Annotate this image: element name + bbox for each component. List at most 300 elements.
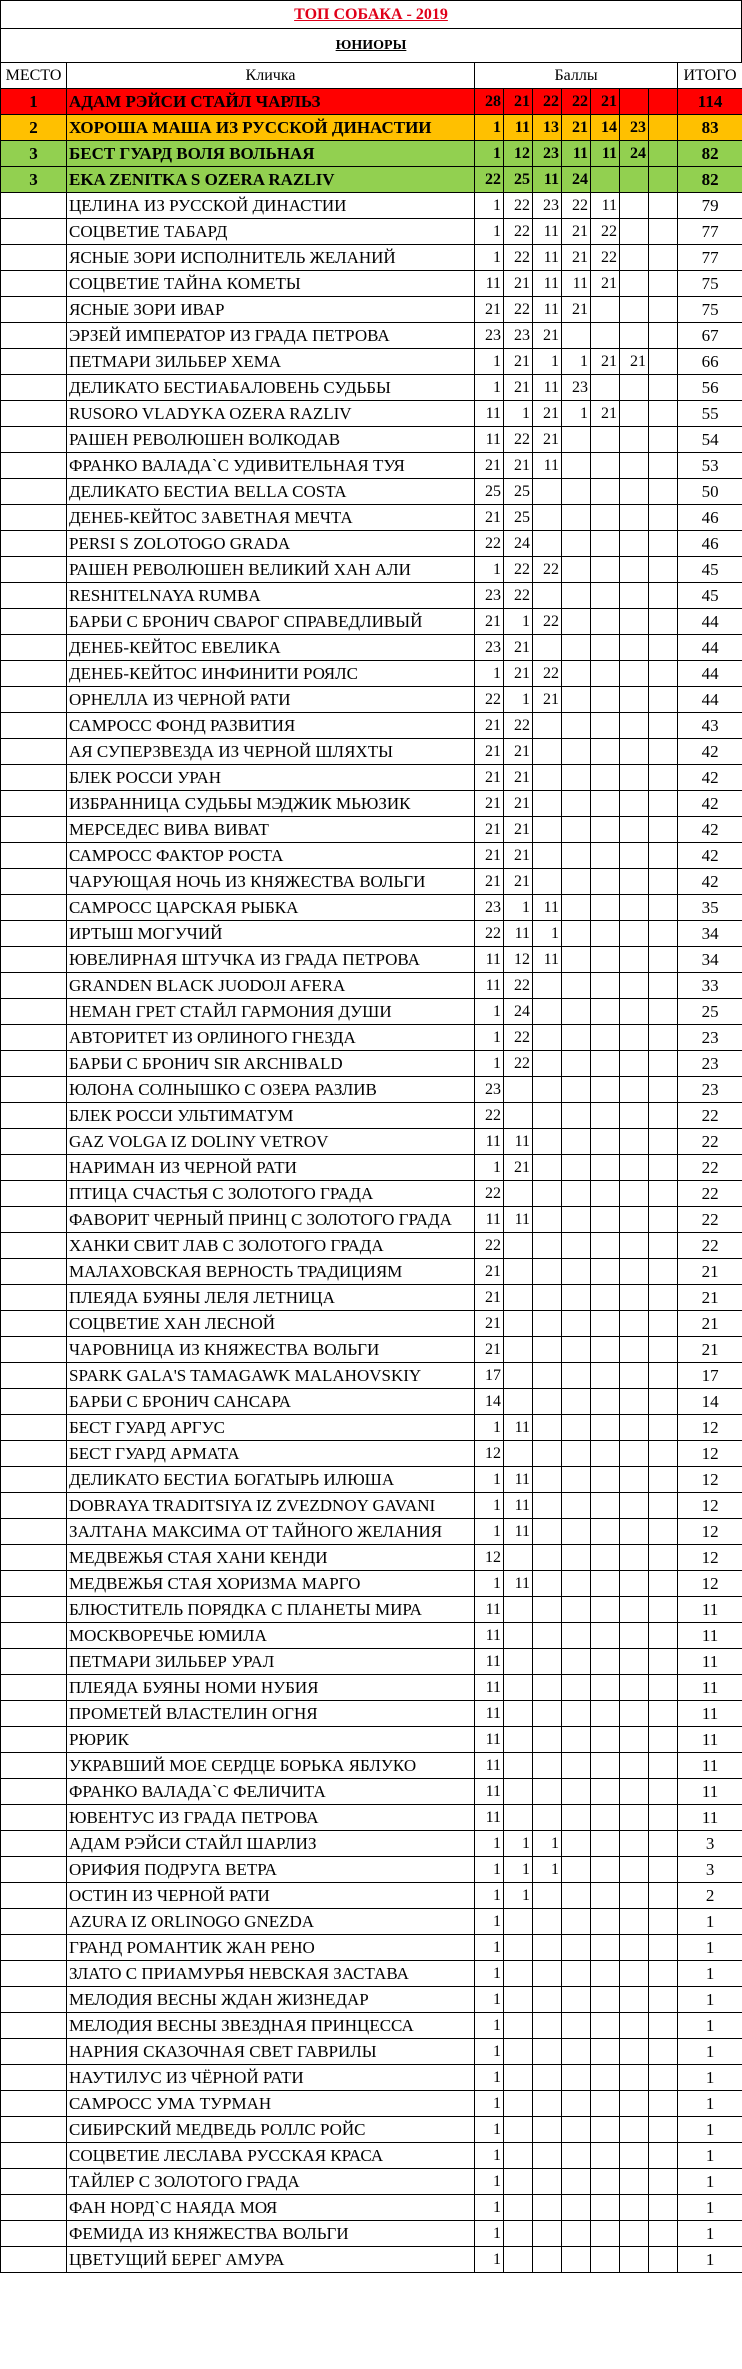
table-row	[1, 401, 742, 427]
score-cell	[591, 609, 620, 635]
total-cell: 11	[678, 1649, 742, 1675]
score-cell	[562, 2065, 591, 2091]
total-cell: 22	[678, 1155, 742, 1181]
table-row	[1, 1857, 742, 1883]
table-row	[1, 2221, 742, 2247]
score-cell: 22	[504, 1051, 533, 1077]
table-row	[1, 1051, 742, 1077]
total-cell: 1	[678, 1987, 742, 2013]
score-cell: 1	[475, 1493, 504, 1519]
score-cell: 21	[475, 869, 504, 895]
score-cell	[562, 1259, 591, 1285]
score-cell	[533, 2039, 562, 2065]
score-cell: 1	[475, 557, 504, 583]
score-cell: 21	[533, 323, 562, 349]
name-cell: НЕМАН ГРЕТ СТАЙЛ ГАРМОНИЯ ДУШИ	[67, 999, 475, 1025]
place-cell	[1, 245, 67, 271]
score-cell: 22	[562, 89, 591, 115]
table-row	[1, 817, 742, 843]
score-cell	[533, 1779, 562, 1805]
name-cell: GAZ VOLGA IZ DOLINY VETROV	[67, 1129, 475, 1155]
score-cell	[591, 1181, 620, 1207]
score-cell	[504, 2169, 533, 2195]
score-cell	[533, 2013, 562, 2039]
table-row	[1, 1103, 742, 1129]
table-row	[1, 505, 742, 531]
score-cell	[533, 531, 562, 557]
score-cell	[591, 1935, 620, 1961]
score-cell	[649, 713, 678, 739]
total-cell: 23	[678, 1051, 742, 1077]
score-cell: 12	[475, 1441, 504, 1467]
score-cell	[620, 2195, 649, 2221]
score-cell	[533, 2143, 562, 2169]
score-cell	[562, 323, 591, 349]
score-cell: 1	[504, 609, 533, 635]
place-cell	[1, 1961, 67, 1987]
table-row	[1, 2039, 742, 2065]
score-cell	[649, 1961, 678, 1987]
score-cell	[649, 687, 678, 713]
score-cell	[620, 1961, 649, 1987]
total-cell: 33	[678, 973, 742, 999]
total-cell: 14	[678, 1389, 742, 1415]
score-cell	[620, 1233, 649, 1259]
total-cell: 21	[678, 1259, 742, 1285]
score-cell: 22	[504, 193, 533, 219]
place-cell	[1, 2039, 67, 2065]
table-row	[1, 1571, 742, 1597]
place-cell	[1, 947, 67, 973]
score-cell	[591, 2039, 620, 2065]
name-cell: PERSI S ZOLOTOGO GRADA	[67, 531, 475, 557]
score-cell	[620, 1363, 649, 1389]
score-cell	[620, 2039, 649, 2065]
score-cell	[533, 1051, 562, 1077]
score-cell	[620, 453, 649, 479]
score-cell	[591, 1285, 620, 1311]
score-cell	[591, 2169, 620, 2195]
table-row	[1, 115, 742, 141]
score-cell	[562, 557, 591, 583]
table-row	[1, 531, 742, 557]
table-row	[1, 1233, 742, 1259]
score-cell	[620, 687, 649, 713]
score-cell	[649, 89, 678, 115]
total-cell: 12	[678, 1415, 742, 1441]
score-cell	[620, 973, 649, 999]
table-row	[1, 2169, 742, 2195]
score-cell	[504, 1311, 533, 1337]
place-cell: 2	[1, 115, 67, 141]
score-cell: 1	[475, 115, 504, 141]
name-cell: GRANDEN BLACK JUODOJI AFERA	[67, 973, 475, 999]
score-cell	[533, 2247, 562, 2273]
score-cell: 21	[475, 1285, 504, 1311]
place-cell	[1, 453, 67, 479]
score-cell	[591, 1883, 620, 1909]
score-cell: 21	[504, 765, 533, 791]
place-cell	[1, 505, 67, 531]
score-cell	[649, 1285, 678, 1311]
score-cell: 1	[475, 1415, 504, 1441]
place-cell	[1, 1207, 67, 1233]
score-cell: 22	[475, 1233, 504, 1259]
score-cell	[562, 1051, 591, 1077]
score-cell	[504, 1103, 533, 1129]
score-cell	[562, 713, 591, 739]
score-cell	[649, 739, 678, 765]
table-row	[1, 791, 742, 817]
score-cell	[649, 479, 678, 505]
score-cell	[591, 1363, 620, 1389]
score-cell	[533, 1129, 562, 1155]
score-cell	[533, 1077, 562, 1103]
name-cell: МЕЛОДИЯ ВЕСНЫ ЗВЕЗДНАЯ ПРИНЦЕССА	[67, 2013, 475, 2039]
name-cell: ГРАНД РОМАНТИК ЖАН РЕНО	[67, 1935, 475, 1961]
name-cell: АДАМ РЭЙСИ СТАЙЛ ШАРЛИЗ	[67, 1831, 475, 1857]
total-cell: 42	[678, 817, 742, 843]
score-cell: 11	[475, 1675, 504, 1701]
score-cell: 22	[533, 557, 562, 583]
score-cell	[533, 1623, 562, 1649]
score-cell: 21	[504, 349, 533, 375]
score-cell	[620, 1103, 649, 1129]
score-cell	[620, 1285, 649, 1311]
score-cell	[504, 2195, 533, 2221]
score-cell: 1	[475, 1467, 504, 1493]
score-cell	[620, 765, 649, 791]
score-cell: 21	[475, 453, 504, 479]
score-cell	[620, 1337, 649, 1363]
score-cell	[649, 1493, 678, 1519]
table-row	[1, 739, 742, 765]
place-cell: 1	[1, 89, 67, 115]
place-cell	[1, 1285, 67, 1311]
score-cell: 22	[475, 531, 504, 557]
score-cell	[533, 1519, 562, 1545]
table-row	[1, 1935, 742, 1961]
score-cell	[591, 1337, 620, 1363]
name-cell: БЛЕК РОССИ УРАН	[67, 765, 475, 791]
score-cell	[620, 895, 649, 921]
score-cell	[533, 2117, 562, 2143]
name-cell: RESHITELNAYA RUMBA	[67, 583, 475, 609]
score-cell: 23	[475, 635, 504, 661]
total-cell: 11	[678, 1779, 742, 1805]
score-cell: 12	[504, 947, 533, 973]
score-cell	[591, 1155, 620, 1181]
score-cell	[649, 1025, 678, 1051]
place-cell	[1, 1597, 67, 1623]
name-cell: РЮРИК	[67, 1727, 475, 1753]
score-cell: 11	[533, 297, 562, 323]
score-cell: 11	[475, 1805, 504, 1831]
table-row	[1, 869, 742, 895]
score-cell: 11	[533, 947, 562, 973]
score-cell	[504, 2013, 533, 2039]
header-total: ИТОГО	[678, 63, 742, 89]
table-row	[1, 1337, 742, 1363]
score-cell	[504, 1987, 533, 2013]
score-cell: 23	[475, 895, 504, 921]
score-cell: 1	[475, 1935, 504, 1961]
score-cell	[591, 297, 620, 323]
score-cell	[649, 115, 678, 141]
score-cell	[504, 1363, 533, 1389]
table-row	[1, 245, 742, 271]
score-cell	[649, 2195, 678, 2221]
score-cell	[649, 1129, 678, 1155]
score-cell	[649, 947, 678, 973]
total-cell: 22	[678, 1207, 742, 1233]
score-cell	[504, 1181, 533, 1207]
score-cell: 1	[475, 1857, 504, 1883]
score-cell	[562, 1623, 591, 1649]
table-row	[1, 1155, 742, 1181]
score-cell: 11	[475, 401, 504, 427]
score-cell	[649, 323, 678, 349]
score-cell	[591, 1051, 620, 1077]
name-cell: ПРОМЕТЕЙ ВЛАСТЕЛИН ОГНЯ	[67, 1701, 475, 1727]
place-cell	[1, 1259, 67, 1285]
score-cell	[591, 2195, 620, 2221]
name-cell: ЯСНЫЕ ЗОРИ ИВАР	[67, 297, 475, 323]
total-cell: 54	[678, 427, 742, 453]
place-cell	[1, 1675, 67, 1701]
total-cell: 11	[678, 1727, 742, 1753]
score-cell	[562, 1337, 591, 1363]
score-cell	[649, 2117, 678, 2143]
score-cell	[562, 1857, 591, 1883]
name-cell: АВТОРИТЕТ ИЗ ОРЛИНОГО ГНЕЗДА	[67, 1025, 475, 1051]
score-cell	[620, 1597, 649, 1623]
score-cell	[533, 1233, 562, 1259]
score-cell	[591, 1675, 620, 1701]
score-cell	[533, 843, 562, 869]
table-row	[1, 1077, 742, 1103]
score-cell	[620, 427, 649, 453]
table-row	[1, 89, 742, 115]
score-cell: 11	[562, 271, 591, 297]
score-cell	[620, 2091, 649, 2117]
total-cell: 11	[678, 1675, 742, 1701]
score-cell: 1	[562, 401, 591, 427]
score-cell	[562, 1753, 591, 1779]
total-cell: 42	[678, 843, 742, 869]
place-cell	[1, 635, 67, 661]
score-cell	[533, 1987, 562, 2013]
place-cell	[1, 999, 67, 1025]
score-cell	[562, 1233, 591, 1259]
score-cell	[591, 1987, 620, 2013]
table-row	[1, 1441, 742, 1467]
score-cell	[562, 1077, 591, 1103]
score-cell	[591, 479, 620, 505]
score-cell	[620, 739, 649, 765]
score-cell: 11	[475, 1753, 504, 1779]
score-cell	[504, 2247, 533, 2273]
score-cell: 11	[533, 245, 562, 271]
place-cell	[1, 1493, 67, 1519]
score-cell	[620, 1857, 649, 1883]
score-cell	[562, 765, 591, 791]
total-cell: 42	[678, 765, 742, 791]
place-cell	[1, 1051, 67, 1077]
score-cell	[620, 1701, 649, 1727]
score-cell	[562, 583, 591, 609]
score-cell	[591, 1545, 620, 1571]
score-cell	[591, 1779, 620, 1805]
score-cell: 1	[475, 1519, 504, 1545]
score-cell: 11	[533, 271, 562, 297]
score-cell: 21	[504, 453, 533, 479]
score-cell	[649, 1077, 678, 1103]
score-cell: 1	[475, 1051, 504, 1077]
table-row	[1, 2143, 742, 2169]
table-row	[1, 999, 742, 1025]
score-cell: 1	[475, 661, 504, 687]
score-cell	[562, 739, 591, 765]
score-cell	[591, 1025, 620, 1051]
total-cell: 75	[678, 271, 742, 297]
place-cell	[1, 479, 67, 505]
score-cell: 22	[475, 687, 504, 713]
score-cell: 14	[475, 1389, 504, 1415]
score-cell	[562, 2039, 591, 2065]
header-scores: Баллы	[475, 63, 678, 89]
score-cell	[533, 999, 562, 1025]
score-cell	[533, 1259, 562, 1285]
score-cell	[533, 1805, 562, 1831]
place-cell	[1, 1233, 67, 1259]
score-cell	[649, 635, 678, 661]
table-row	[1, 973, 742, 999]
name-cell: EKA ZENITKA S OZERA RAZLIV	[67, 167, 475, 193]
score-cell	[649, 1337, 678, 1363]
table-row	[1, 713, 742, 739]
score-cell	[562, 921, 591, 947]
table-row	[1, 2195, 742, 2221]
place-cell	[1, 1831, 67, 1857]
total-cell: 12	[678, 1571, 742, 1597]
place-cell: 3	[1, 141, 67, 167]
score-cell	[591, 1597, 620, 1623]
total-cell: 82	[678, 167, 742, 193]
table-row	[1, 609, 742, 635]
score-cell	[649, 505, 678, 531]
score-cell	[504, 1545, 533, 1571]
score-cell	[649, 2247, 678, 2273]
place-cell	[1, 687, 67, 713]
score-cell	[533, 1545, 562, 1571]
name-cell: МЕЛОДИЯ ВЕСНЫ ЖДАН ЖИЗНЕДАР	[67, 1987, 475, 2013]
total-cell: 43	[678, 713, 742, 739]
score-cell	[620, 1441, 649, 1467]
name-cell: ДЕНЕБ-КЕЙТОС ЗАВЕТНАЯ МЕЧТА	[67, 505, 475, 531]
score-cell: 25	[475, 479, 504, 505]
total-cell: 1	[678, 2039, 742, 2065]
score-cell	[649, 271, 678, 297]
score-cell	[591, 2065, 620, 2091]
name-cell: БАРБИ С БРОНИЧ САНСАРА	[67, 1389, 475, 1415]
score-cell	[533, 1597, 562, 1623]
score-cell: 21	[475, 713, 504, 739]
name-cell: ОРИФИЯ ПОДРУГА ВЕТРА	[67, 1857, 475, 1883]
score-cell: 1	[475, 2117, 504, 2143]
score-cell	[620, 1051, 649, 1077]
total-cell: 44	[678, 635, 742, 661]
score-cell: 21	[504, 635, 533, 661]
name-cell: ОРНЕЛЛА ИЗ ЧЕРНОЙ РАТИ	[67, 687, 475, 713]
score-cell	[591, 1753, 620, 1779]
score-cell	[591, 557, 620, 583]
name-cell: SPARK GALA'S TAMAGAWK MALAHOVSKIY	[67, 1363, 475, 1389]
total-cell: 45	[678, 557, 742, 583]
score-cell: 21	[591, 349, 620, 375]
score-cell: 21	[562, 245, 591, 271]
score-cell: 12	[504, 141, 533, 167]
score-cell	[649, 1623, 678, 1649]
table-row	[1, 661, 742, 687]
header-place: МЕСТО	[1, 63, 67, 89]
score-cell	[649, 1051, 678, 1077]
score-cell	[591, 843, 620, 869]
score-cell	[591, 817, 620, 843]
score-cell	[504, 1597, 533, 1623]
score-cell	[620, 817, 649, 843]
score-cell	[533, 1935, 562, 1961]
place-cell	[1, 531, 67, 557]
place-cell	[1, 323, 67, 349]
name-cell: БАРБИ С БРОНИЧ СВАРОГ СПРАВЕДЛИВЫЙ	[67, 609, 475, 635]
score-cell: 21	[475, 843, 504, 869]
total-cell: 55	[678, 401, 742, 427]
score-cell	[562, 1675, 591, 1701]
score-cell: 11	[475, 973, 504, 999]
name-cell: СОЦВЕТИЕ ТАЙНА КОМЕТЫ	[67, 271, 475, 297]
score-cell: 21	[591, 89, 620, 115]
score-cell	[620, 1077, 649, 1103]
score-cell	[562, 1285, 591, 1311]
score-cell: 1	[533, 349, 562, 375]
table-row	[1, 921, 742, 947]
score-cell	[533, 1389, 562, 1415]
place-cell	[1, 1363, 67, 1389]
table-row	[1, 427, 742, 453]
score-cell: 28	[475, 89, 504, 115]
table-row	[1, 167, 742, 193]
score-cell	[620, 999, 649, 1025]
score-cell	[591, 2247, 620, 2273]
name-cell: ДЕЛИКАТО БЕСТИА БОГАТЫРЬ ИЛЮША	[67, 1467, 475, 1493]
table-row	[1, 1519, 742, 1545]
score-cell: 1	[562, 349, 591, 375]
score-cell	[620, 1519, 649, 1545]
score-cell: 1	[475, 1831, 504, 1857]
score-cell	[591, 1207, 620, 1233]
name-cell: НАРИМАН ИЗ ЧЕРНОЙ РАТИ	[67, 1155, 475, 1181]
score-cell: 11	[504, 1207, 533, 1233]
place-cell	[1, 1129, 67, 1155]
place-cell	[1, 1623, 67, 1649]
score-cell	[620, 1025, 649, 1051]
score-cell: 22	[504, 583, 533, 609]
score-cell: 23	[533, 193, 562, 219]
score-cell	[533, 1961, 562, 1987]
score-cell	[620, 921, 649, 947]
score-cell: 1	[475, 141, 504, 167]
